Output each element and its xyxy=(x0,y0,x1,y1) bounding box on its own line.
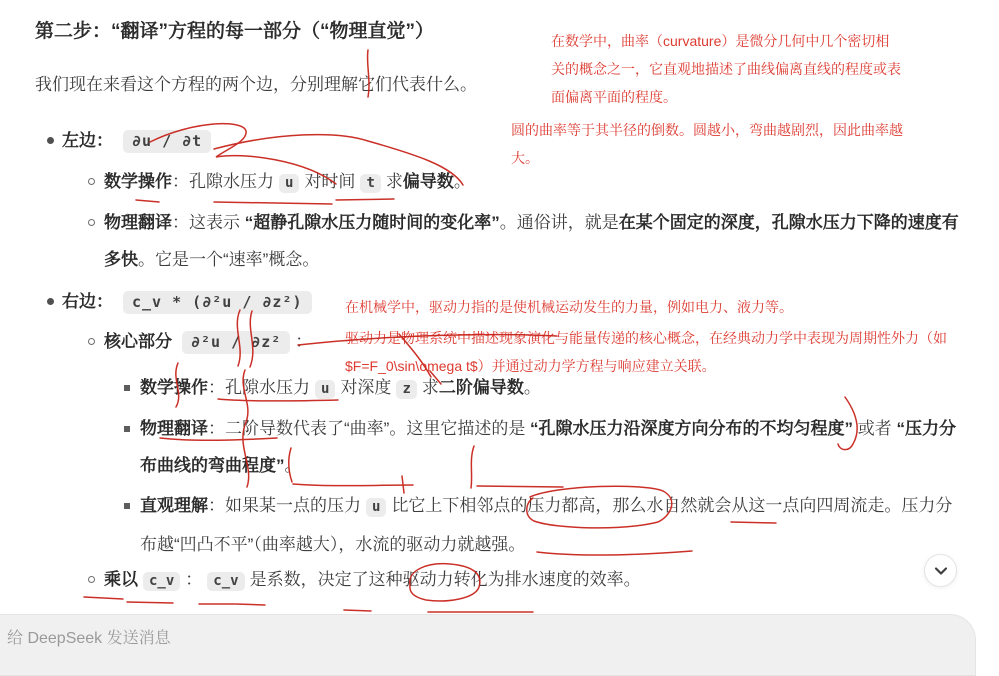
pen-stroke xyxy=(293,484,413,486)
list-item-left-side xyxy=(62,128,216,154)
list-item-math-operation xyxy=(104,169,471,196)
list-item-core-intuition xyxy=(140,487,964,563)
message-input[interactable] xyxy=(0,614,976,676)
bullet-square-icon xyxy=(124,503,130,509)
annotation-note-curvature-definition: 在数学中，曲率（curvature）是微分几何中几个密切相关的概念之一，它直观地描述了曲线偏离直线的程度或表面偏离平面的程度。 xyxy=(551,33,901,105)
annotation-note-circle-curvature: 圆的曲率等于其半径的倒数。圆越小，弯曲越剧烈，因此曲率越大。 xyxy=(511,122,903,166)
list-item-text: 左边： ∂u / ∂t xyxy=(62,131,216,150)
bullet-disc-icon xyxy=(47,137,54,144)
bullet-square-icon xyxy=(124,426,130,432)
list-item-text: 数学操作：孔隙水压力 u 对深度 z 求二阶偏导数。 xyxy=(140,378,541,397)
list-item-text: 核心部分 ∂²u / ∂z² ： xyxy=(104,332,312,351)
pen-stroke xyxy=(344,610,371,611)
list-item-text: 物理翻译：这表示 “超静孔隙水压力随时间的变化率”。通俗讲，就是在某个固定的深度，孔隙水压力下降的速度有多快。它是一个“速率”概念。 xyxy=(104,213,959,269)
pen-stroke xyxy=(84,597,123,599)
chevron-down-icon xyxy=(932,562,950,580)
list-item-text: 物理翻译：二阶导数代表了“曲率”。这里它描述的是 “孔隙水压力沿深度方向分布的不均匀程度” 或者 “压力分布曲线的弯曲程度”。 xyxy=(140,419,956,475)
scroll-to-bottom-button[interactable] xyxy=(924,554,957,587)
bullet-circle-icon xyxy=(88,219,95,226)
list-item-text: 右边： c_v * (∂²u / ∂z²) xyxy=(62,292,317,311)
list-item-physical-translation xyxy=(104,204,962,278)
pen-stroke xyxy=(136,200,159,202)
list-item-multiply-cv xyxy=(104,567,641,594)
pen-stroke xyxy=(127,602,173,603)
annotation-note-driving-force-physics: 驱动力是物理系统中描述现象演化与能量传递的核心概念，在经典动力学中表现为周期性外力（如$F=F_0\sin\omega t$）并通过动力学方程与响应建立关联。 xyxy=(345,330,947,374)
bullet-square-icon xyxy=(124,385,130,391)
list-item-text: 直观理解：如果某一点的压力 u 比它上下相邻点的压力都高，那么水自然就会从这一点向四周流走。压力分布越“凹凸不平”（曲率越大），水流的驱动力就越强。 xyxy=(140,496,953,554)
intro-paragraph: 我们现在来看这个方程的两个边，分别理解它们代表什么。 xyxy=(35,75,477,94)
pen-stroke xyxy=(236,604,265,605)
section-title: 第二步：“翻译”方程的每一部分（“物理直觉”） xyxy=(35,21,435,42)
list-item-text: 数学操作：孔隙水压力 u 对时间 t 求偏导数。 xyxy=(104,172,471,191)
bullet-disc-icon xyxy=(47,298,54,305)
list-item-text: 乘以 c_v ： c_v 是系数，决定了这种驱动力转化为排水速度的效率。 xyxy=(104,570,641,589)
list-item-core-part xyxy=(104,329,312,355)
pen-stroke xyxy=(336,199,394,200)
list-item-core-physical-translation xyxy=(140,410,964,484)
bullet-circle-icon xyxy=(88,178,95,185)
input-placeholder: 给 DeepSeek 发送消息 xyxy=(7,630,171,647)
annotation-note-driving-force-mech: 在机械学中，驱动力指的是使机械运动发生的力量，例如电力、液力等。 xyxy=(345,299,793,315)
list-item-right-side xyxy=(62,289,317,315)
bullet-circle-icon xyxy=(88,576,95,583)
bullet-circle-icon xyxy=(88,338,95,345)
